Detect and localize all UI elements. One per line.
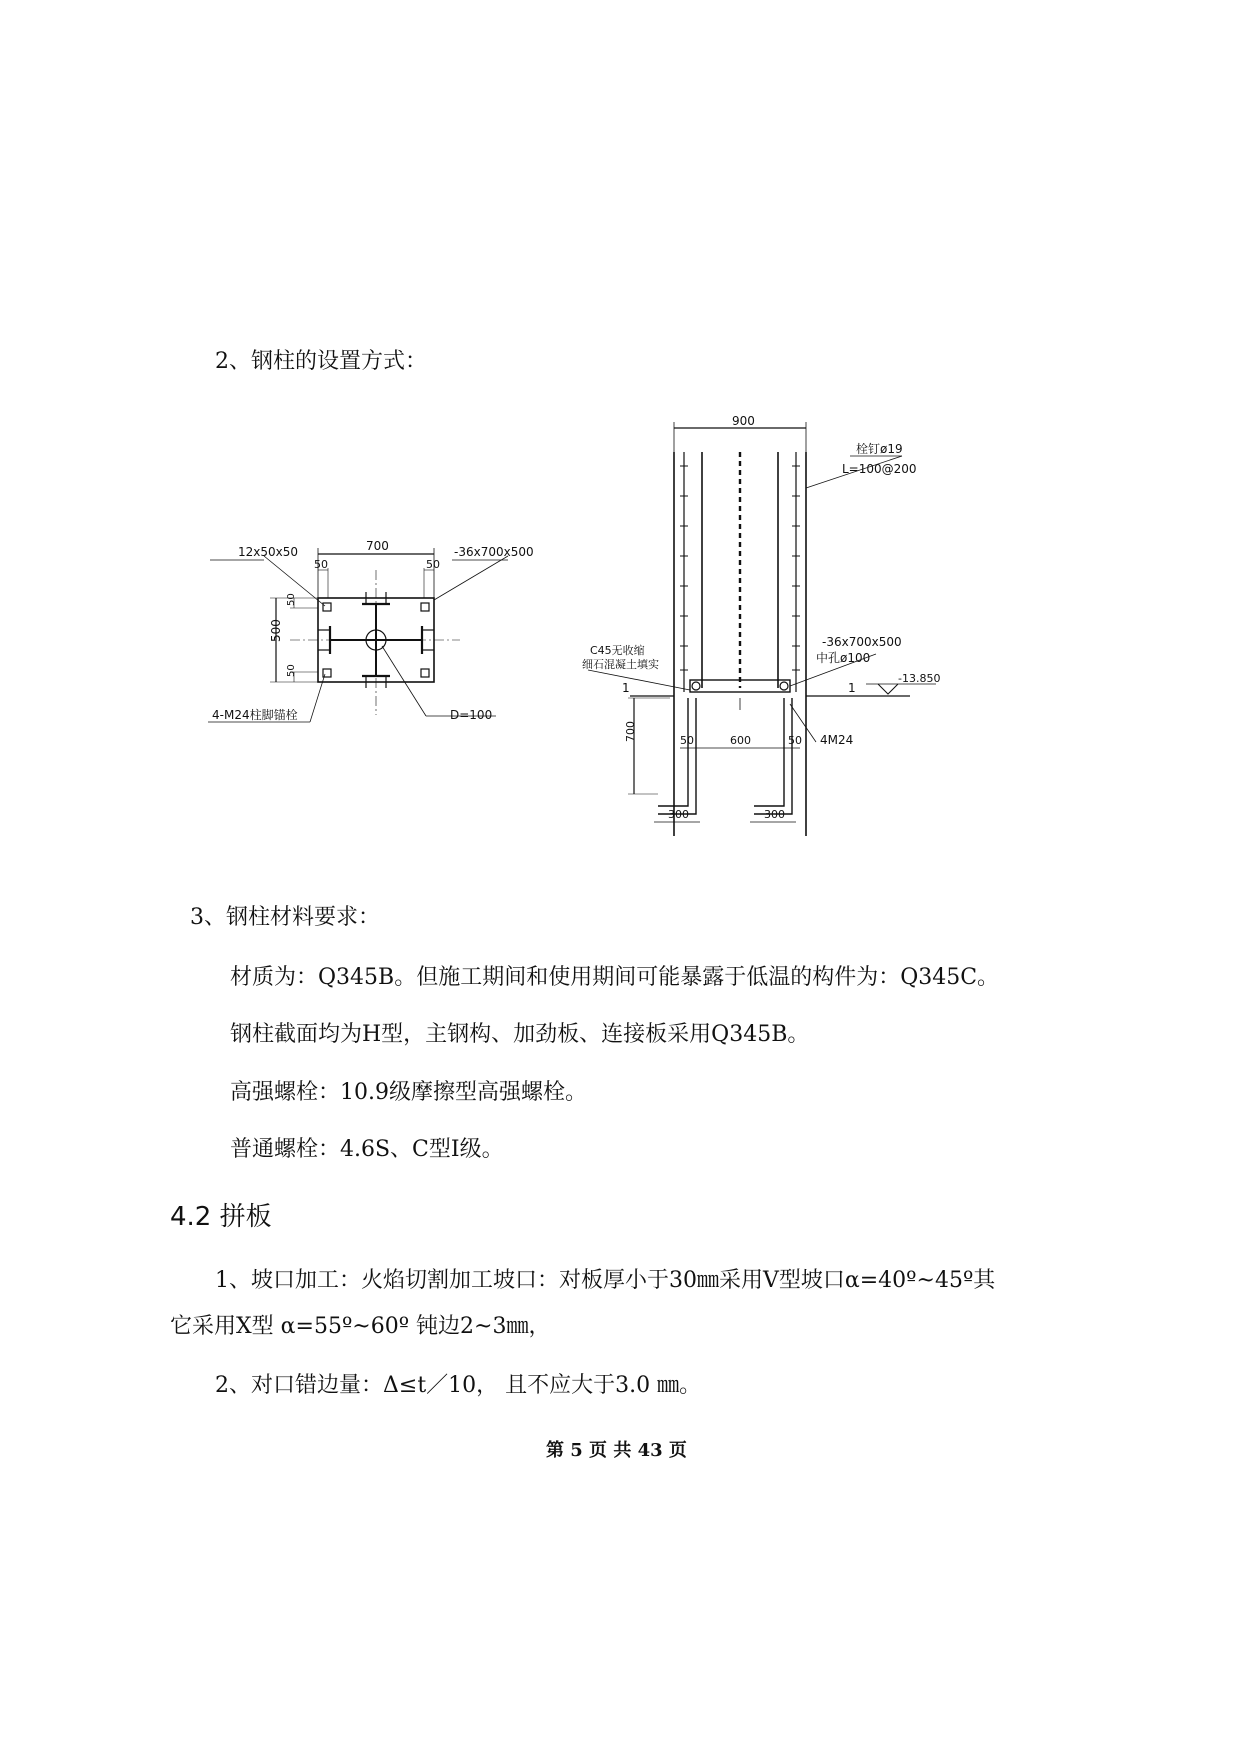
column-elevation-drawing xyxy=(582,408,1060,838)
anchor-label: 4M24 xyxy=(820,733,854,747)
section-3-heading: 3、钢柱材料要求： xyxy=(190,905,380,930)
dim-50-l-top: 50 xyxy=(286,593,297,606)
dim-50-tl: 50 xyxy=(314,558,328,571)
stud-label-2: L=100@200 xyxy=(842,462,917,476)
section-2-heading: 2、钢柱的设置方式： xyxy=(215,349,427,374)
hook-left: 300 xyxy=(668,808,689,821)
material-line-3: 高强螺栓：10.9级摩擦型高强螺栓。 xyxy=(230,1080,587,1105)
dim-50-right: 50 xyxy=(788,734,802,747)
grout-label-1: C45无收缩 xyxy=(590,644,645,657)
dim-500: 500 xyxy=(269,619,283,642)
hook-right: 300 xyxy=(764,808,785,821)
material-line-1: 材质为：Q345B。但施工期间和使用期间可能暴露于低温的构件为：Q345C。 xyxy=(230,965,1000,990)
bevel-line-2: 它采用X型 α=55º~60º 钝边2~3㎜， xyxy=(170,1314,551,1339)
grout-label-2: 细石混凝土填实 xyxy=(582,658,659,671)
dim-700: 700 xyxy=(366,539,389,553)
dim-900: 900 xyxy=(732,414,755,428)
material-line-2: 钢柱截面均为H型，主钢构、加劲板、连接板采用Q345B。 xyxy=(230,1022,810,1047)
base-plate-plan-drawing xyxy=(190,530,550,730)
material-line-4: 普通螺栓：4.6S、C型Ⅰ级。 xyxy=(230,1137,504,1162)
washer-label: 12x50x50 xyxy=(238,545,299,559)
misalign-line: 2、对口错边量：Δ≤t／10， 且不应大于3.0 ㎜。 xyxy=(215,1373,702,1398)
bevel-line-1: 1、坡口加工：火焰切割加工坡口：对板厚小于30㎜采用V型坡口α=40º~45º其 xyxy=(215,1268,996,1293)
section-mark-left: 1 xyxy=(622,681,630,695)
section-mark-right: 1 xyxy=(848,681,856,695)
dim-50-l-bot: 50 xyxy=(286,664,297,677)
elevation-label: -13.850 xyxy=(898,672,941,685)
hole-label: D=100 xyxy=(450,708,493,722)
plate-label: -36x700x500 xyxy=(454,545,534,559)
page-footer: 第 5 页 共 43 页 xyxy=(546,1440,687,1461)
bolt-label: 4-M24柱脚锚栓 xyxy=(212,708,298,722)
dim-50-tr: 50 xyxy=(426,558,440,571)
dim-50-left: 50 xyxy=(680,734,694,747)
dim-depth-700: 700 xyxy=(624,721,637,742)
stud-label-1: 栓钉ø19 xyxy=(856,442,903,456)
section-4-2-heading: 4.2 拼板 xyxy=(170,1202,272,1232)
dim-600: 600 xyxy=(730,734,751,747)
plate-label-r1: -36x700x500 xyxy=(822,635,902,649)
plate-label-r2: 中孔ø100 xyxy=(816,651,871,665)
